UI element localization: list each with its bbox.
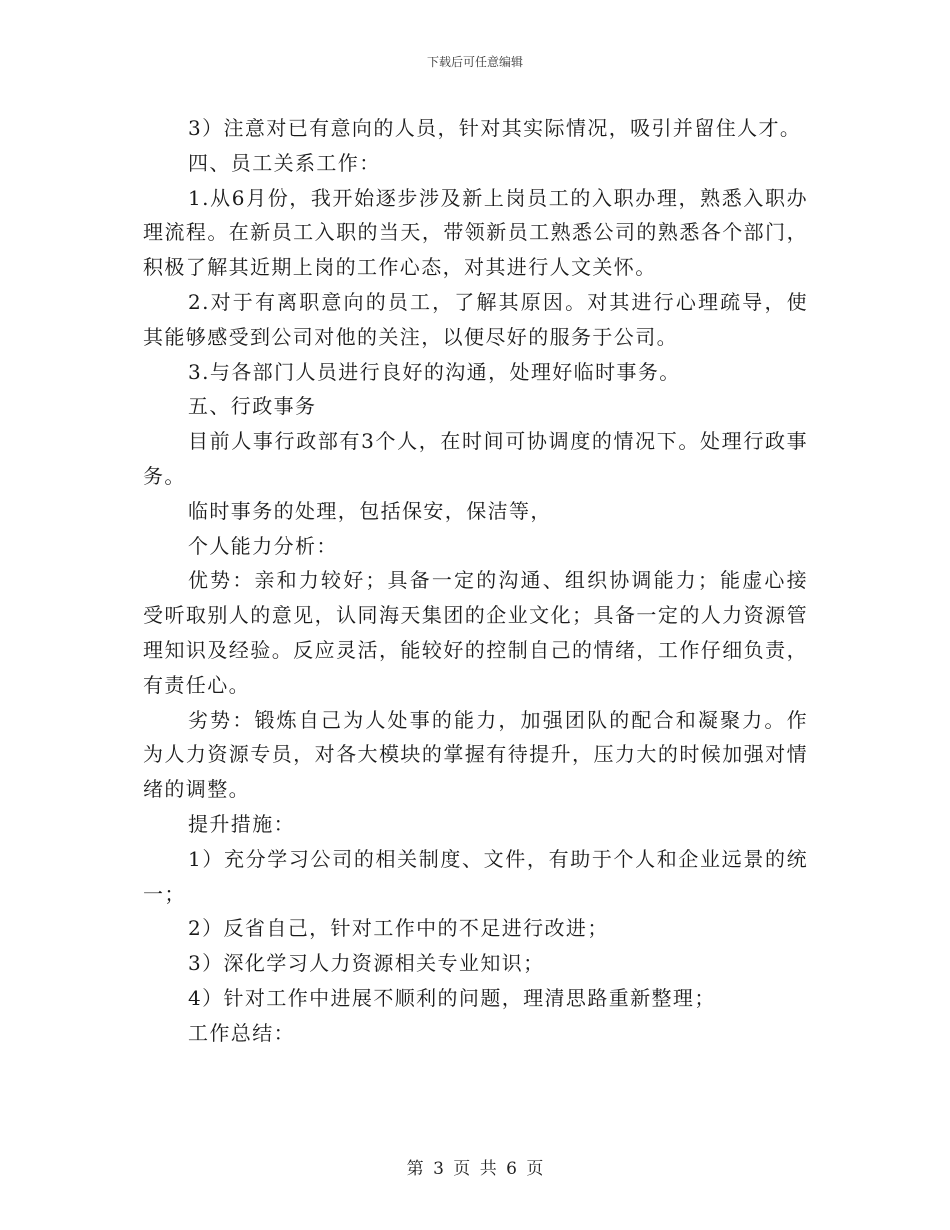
section-heading: 提升措施： — [188, 811, 295, 836]
document-body — [143, 111, 808, 1051]
paragraph: 3）注意对已有意向的人员，针对其实际情况，吸引并留住人才。 — [188, 116, 802, 140]
list-item: 2）反省自己，针对工作中的不足进行改进； — [188, 916, 609, 941]
paragraph: 临时事务的处理，包括保安，保洁等， — [188, 498, 552, 523]
paragraph: 劣势：锻炼自己为人处事的能力，加强团队的配合和凝聚力。作为人力资源专员，对各大模块的掌握有待提升，压力大的时候加强对情绪的调整。 — [143, 707, 808, 802]
list-item: 3）深化学习人力资源相关专业知识； — [188, 951, 545, 976]
paragraph: 优势：亲和力较好；具备一定的沟通、组织协调能力；能虚心接受听取别人的意见，认同海天集团的企业文化；具备一定的人力资源管理知识及经验。反应灵活，能较好的控制自己的情绪，工作仔细负责，有责任心。 — [143, 568, 808, 697]
page-header: 下载后可任意编辑 — [426, 55, 523, 69]
paragraph: 1.从6月份，我开始逐步涉及新上岗员工的入职办理，熟悉入职办理流程。在新员工入职的当天，带领新员工熟悉公司的熟悉各个部门，积极了解其近期上岗的工作心态，对其进行人文关怀。 — [143, 185, 808, 280]
list-item: 4）针对工作中进展不顺利的问题，理清思路重新整理； — [188, 985, 716, 1010]
section-heading: 个人能力分析： — [188, 533, 338, 558]
section-heading: 四、员工关系工作： — [188, 150, 381, 175]
paragraph: 2.对于有离职意向的员工，了解其原因。对其进行心理疏导，使其能够感受到公司对他的关注，以便尽好的服务于公司。 — [143, 289, 808, 349]
paragraph: 3.与各部门人员进行良好的沟通，处理好临时事务。 — [188, 359, 681, 384]
paragraph: 目前人事行政部有3个人，在时间可协调度的情况下。处理行政事务。 — [143, 429, 808, 488]
list-item: 1）充分学习公司的相关制度、文件，有助于个人和企业远景的统一； — [143, 846, 808, 906]
page-footer: 第 3 页 共 6 页 — [406, 1159, 544, 1179]
section-heading: 工作总结： — [188, 1020, 295, 1045]
section-heading: 五、行政事务 — [188, 394, 317, 419]
